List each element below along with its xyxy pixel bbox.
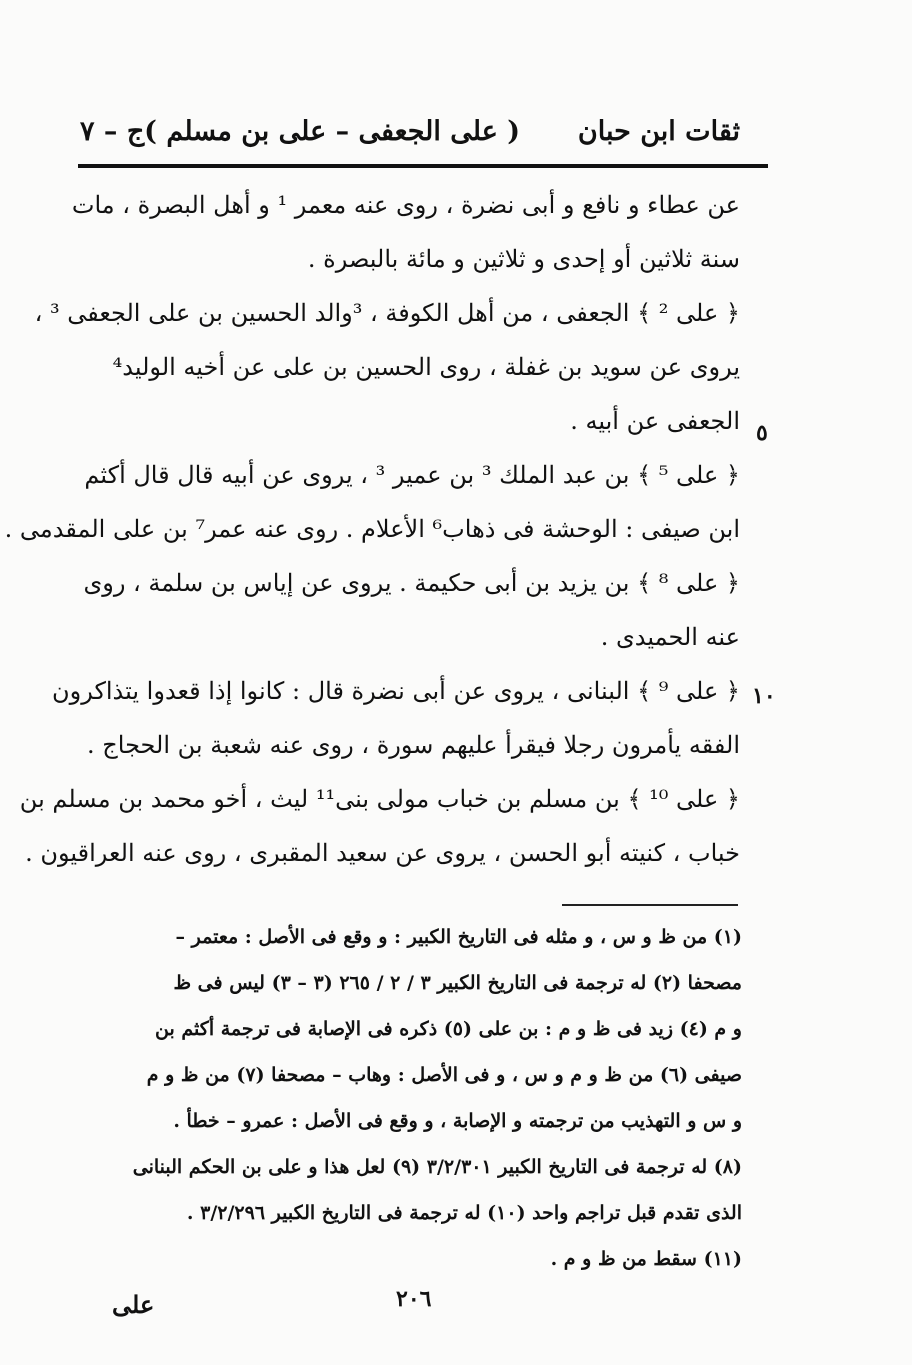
- footnote-line: (٨) له ترجمة فى التاريخ الكبير ٣/٢/٣٠١ (٩) لعل هذا و على بن الحكم البنانى: [132, 1156, 742, 1178]
- text-line: يروى عن سويد بن غفلة ، روى الحسين بن على عن أخيه الوليد⁴: [112, 353, 740, 381]
- footnote-line: صيفى (٦) من ظ و م و س ، و فى الأصل : وهاب – مصحفا (٧) من ظ و م: [146, 1064, 742, 1086]
- text-line: عنه الحميدى .: [600, 623, 740, 651]
- section-title: ( على الجعفى – على بن مسلم ): [144, 116, 520, 147]
- text-line: ﴿ على ¹⁰ ﴾ بن مسلم بن خباب مولى بنى¹¹ ليث ، أخو محمد بن مسلم بن: [19, 785, 740, 813]
- footnote-line: و م (٤) زيد فى ظ و م : بن على (٥) ذكره فى الإصابة فى ترجمة أكثم بن: [155, 1018, 742, 1040]
- running-header: [80, 108, 740, 156]
- footnote-rule: [562, 904, 738, 906]
- text-line: خباب ، كنيته أبو الحسن ، يروى عن سعيد المقبرى ، روى عنه العراقيون .: [25, 839, 740, 867]
- text-line: ابن صيفى : الوحشة فى ذهاب⁶ الأعلام . روى عنه عمر⁷ بن على المقدمى .: [4, 515, 740, 543]
- text-line: ﴿ على ⁹ ﴾ البنانى ، يروى عن أبى نضرة قال : كانوا إذا قعدوا يتذاكرون: [51, 677, 740, 705]
- margin-line-number: ٥: [756, 420, 768, 446]
- text-line: ﴿ على ⁸ ﴾ بن يزيد بن أبى حكيمة . يروى عن إياس بن سلمة ، روى: [83, 569, 740, 597]
- catchword: على: [112, 1290, 155, 1319]
- text-line: ﴿ على ² ﴾ الجعفى ، من أهل الكوفة ، ³والد الحسين بن على الجعفى ³ ،: [34, 299, 740, 327]
- header-rule: [78, 164, 768, 168]
- text-line: سنة ثلاثين أو إحدى و ثلاثين و مائة بالبصرة .: [307, 245, 740, 273]
- text-line: ﴿ على ⁵ ﴾ بن عبد الملك ³ بن عمير ³ ، يروى عن أبيه قال قال أكثم: [84, 461, 740, 489]
- book-title: ثقات ابن حبان: [577, 116, 740, 147]
- footnotes: [92, 914, 742, 1282]
- footnote-line: و س و التهذيب من ترجمته و الإصابة ، و وقع فى الأصل : عمرو – خطأ .: [173, 1110, 742, 1132]
- page-number: ٢٠٦: [396, 1286, 432, 1312]
- main-text: [4, 178, 740, 880]
- volume-label: ج – ٧: [80, 116, 145, 147]
- text-line: عن عطاء و نافع و أبى نضرة ، روى عنه معمر ¹ و أهل البصرة ، مات: [71, 191, 740, 219]
- footnote-line: مصحفا (٢) له ترجمة فى التاريخ الكبير ٣ / ٢ / ٢٦٥ (٣ – ٣) ليس فى ظ: [173, 972, 742, 994]
- footnote-line: (١) من ظ و س ، و مثله فى التاريخ الكبير : و وقع فى الأصل : معتمر –: [175, 926, 742, 948]
- footnote-line: (١١) سقط من ظ و م .: [550, 1248, 742, 1270]
- footnote-line: الذى تقدم قبل تراجم واحد (١٠) له ترجمة فى التاريخ الكبير ٣/٢/٢٩٦ .: [186, 1202, 742, 1224]
- text-line: الفقه يأمرون رجلا فيقرأ عليهم سورة ، روى عنه شعبة بن الحجاج .: [87, 731, 740, 759]
- margin-line-number: ١٠: [752, 683, 776, 709]
- text-line: الجعفى عن أبيه .: [570, 407, 740, 435]
